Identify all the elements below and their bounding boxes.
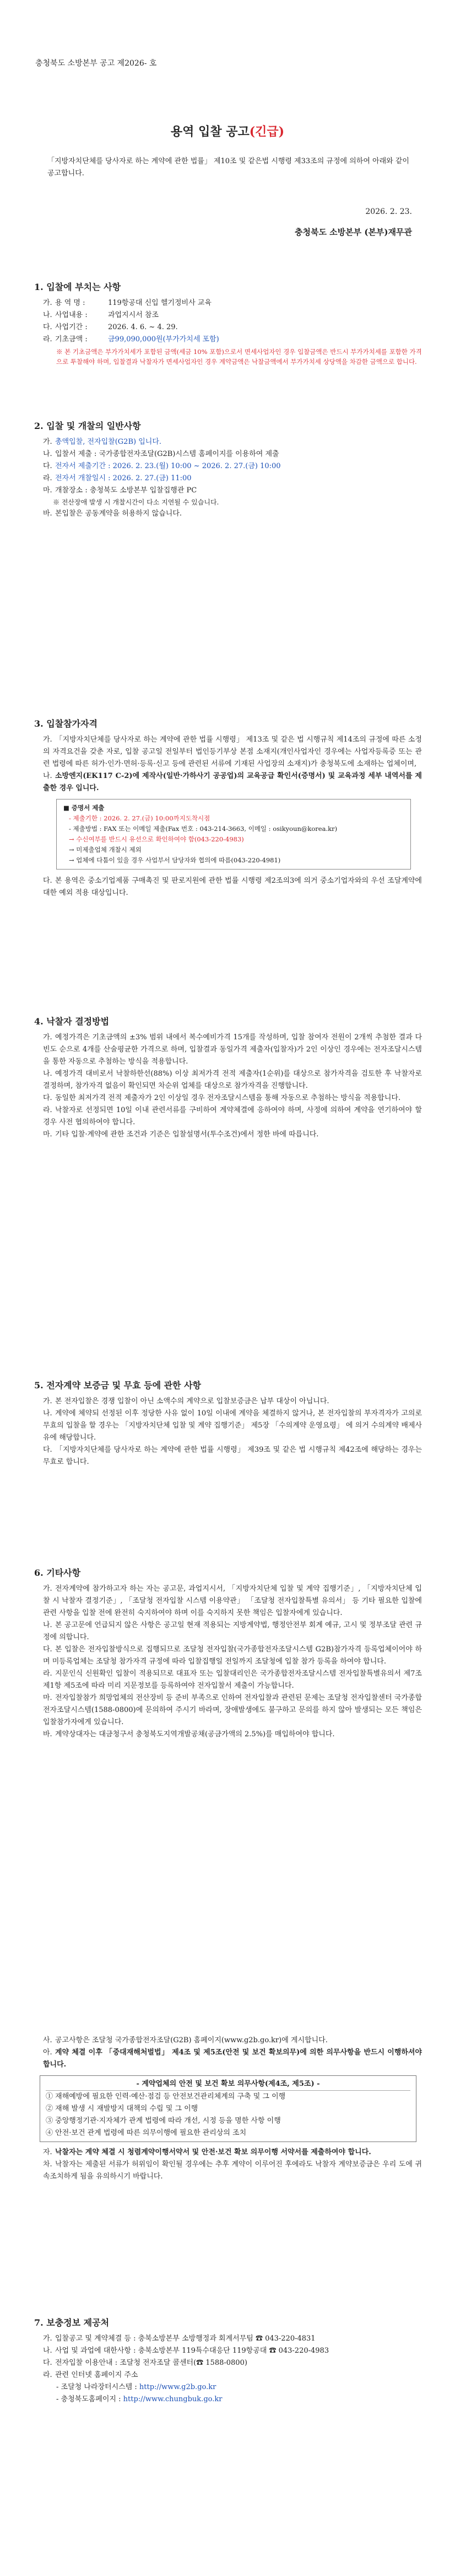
section-6-continued (34, 2035, 422, 2183)
section-3 (34, 717, 422, 899)
list-item: 나. 입찰서 제출 : 국가종합전자조달(G2B)시스템 홈페이지를 이용하여 제출 (43, 450, 279, 458)
section-6 (34, 1566, 422, 1741)
intro-text: 「지방자치단체를 당사자로 하는 계약에 관한 법률」 제10조 및 같은법 시행령 제33조의 규정에 의하여 아래와 같이 공고합니다. (47, 157, 409, 178)
list-item: 바. 본입찰은 공동계약을 허용하지 않습니다. (43, 509, 182, 518)
notice-date: 2026. 2. 23. (365, 207, 412, 216)
section-5 (34, 1378, 422, 1468)
safety-obligations-box: - 계약업체의 안전 및 보건 확보 의무사항(제4조, 제5조) - ① 재해예방에 필요한 인력·예산·점검 등 안전보건관리체계의 구축 및 그 이행 ② 재해 발생 시 재발방지 대책의 수립 및 그 이행 ③ 중앙행정기관·지자체가 관계 법령에 따라 개선, 시정 등을 명한 사항 이행 ④ 안전·보건 관계 법령에 따른 의무이행에 필요한 관리상의 조치 (40, 2075, 416, 2142)
list-item: 가. 총액입찰, 전자입찰(G2B) 입니다. (43, 438, 162, 446)
list-item: 나. 소방엔지(EK117 C-2)에 제작사(일반·가하사기 공공업)의 교육공급 확인서(증명서) 및 교육과정 세부 내역서를 제출한 경우 입니다. (43, 772, 422, 792)
title-urgent: (긴급) (249, 125, 285, 139)
list-item: 바. 계약상대자는 대금청구서 충청북도지역개발공채(공금가액의 2.5%)를 매입하여야 합니다. (43, 1730, 335, 1738)
list-item: 마. 전자입찰참가 희망업체의 전산장비 등 준비 부족으로 인하여 전자입찰과 관련된 문제는 조달청 전자입찰센터 국가종합전자조달시스템(1588-0800)에 문의하여 주시기 바라며, 장애발생에도 불구하고 문의를 하지 않아 발생되는 모든 책임은 입찰참가자에게 있습니다. (43, 1694, 422, 1726)
list-item: 마. 기타 입찰·계약에 관한 조건과 기준은 입찰설명서(투수조건)에서 정한 바에 따릅니다. (43, 1130, 319, 1139)
list-item: 다. 본 용역은 중소기업제품 구매촉진 및 판로지원에 관한 법률 시행령 제2조의3에 의거 중소기업자와의 우선 조달계약에 대한 예외 적용 대상입니다. (43, 877, 422, 897)
list-item: 나. 사업 및 과업에 대한사항 : 충북소방본부 119특수대응단 119항공대 ☎ 043-220-4983 (43, 2347, 329, 2355)
section-5-title: 5. 전자계약 보증금 및 무효 등에 관한 사항 (34, 1380, 201, 1391)
list-item: 라. 관련 인터넷 홈페이지 주소 (43, 2371, 138, 2379)
issuer: 충청북도 소방본부 (본부)재무관 (294, 227, 412, 237)
list-item: 라. 지문인식 신원확인 입찰이 적용되므로 대표자 또는 입찰대리인은 국가종합전자조달시스템 전자입찰특별유의서 제7조제1항 제5조에 따라 미리 지문정보를 등록하여야 전자입찰서 제출이 가능합니다. (43, 1670, 422, 1690)
list-item: 자. 낙찰자는 계약 체결 시 청렴계약이행서약서 및 안전·보건 확보 의무이행 서약서를 제출하여야 합니다. (43, 2148, 371, 2156)
list-item: 나. 본 공고문에 언급되지 않은 사항은 공고일 현재 적용되는 지방계약법, 행정안전부 회계 예규, 고시 및 정부조달 관련 규정에 의합니다. (43, 1621, 422, 1641)
list-item: ※ 전산장애 발생 시 개찰시간이 다소 지연될 수 있습니다. (53, 498, 219, 506)
section-2-title: 2. 입찰 및 개찰의 일반사항 (34, 421, 141, 431)
list-item: 차. 낙찰자는 제출된 서류가 허위임이 확인될 경우에는 추후 계약이 이루어진 후에라도 낙찰자 계약보증금은 우리 도에 귀속조치하게 됨을 유의하시기 바랍니다. (43, 2160, 422, 2181)
base-price-note: ※ 본 기초금액은 부가가치세가 포함된 금액(세금 10% 포함)으로서 면세사업자인 경우 입찰금액은 반드시 부가가치세를 포함한 가격으로 투찰해야 하며, 입찰결과 낙찰자가 면세사업자인 경우 계약금액은 낙찰금액에서 부가가치세 상당액을 차감한 금액으로 합니다. (56, 348, 422, 366)
section-1 (34, 280, 422, 370)
section-7 (34, 2316, 422, 2406)
doc-number: 충청북도 소방본부 공고 제2026- 호 (35, 59, 157, 68)
list-item: 가. 「지방자치단체를 당사자로 하는 계약에 관한 법률 시행령」 제13조 및 같은 법 시행규칙 제14조의 규정에 따른 소정의 자격요건을 갖춘 자로, 입찰 공고일 전일부터 법인등기부상 본점 소재지(개인사업자인 경우에는 사업자등록증 또는 관련 법령에 따른 허가·인가·면허·등록·신고 등에 관련된 서류에 기재된 사업장의 소재지)가 충청북도에 소재하는 업체이며, (43, 736, 422, 768)
section-4 (34, 1015, 422, 1141)
section-1-title: 1. 입찰에 부치는 사항 (34, 282, 121, 292)
g2b-link[interactable]: http://www.g2b.go.kr (139, 2383, 216, 2391)
list-item: 가. 예정가격은 기초금액의 ±3% 범위 내에서 복수예비가격 15개를 작성하며, 입찰 참여자 전원이 2개씩 추첨한 결과 다빈도 순으로 4개를 산술평균한 가격으로 하며, 입찰결과 동일가격 제출자(입찰자)가 2인 이상인 경우에는 전자조달시스템을 통한 자동으로 추첨하는 방식을 적용합니다. (43, 1033, 422, 1066)
list-item: 사. 공고사항은 조달청 국가종합전자조달(G2B) 홈페이지(www.g2b.go.kr)에 게시합니다. (43, 2036, 328, 2044)
list-item: 가. 용 역 명 : 119항공대 신입 헬기정비사 교육 (43, 299, 212, 307)
list-item: 가. 본 전자입찰은 경쟁 입찰이 아닌 소액수의 계약으로 입찰보증금은 납부 대상이 아닙니다. (43, 1397, 329, 1405)
list-item: 다. 사업기간 : 2026. 4. 6. ~ 4. 29. (43, 323, 178, 331)
page-title (0, 122, 455, 139)
list-item: 라. 낙찰자로 선정되면 10일 이내 관련서류를 구비하여 계약체결에 응하여야 하며, 사정에 의하여 계약을 연기하여야 할 경우 사전 협의하여야 합니다. (43, 1106, 422, 1126)
section-4-title: 4. 낙찰자 결정방법 (34, 1016, 110, 1027)
list-item: 가. 입찰공고 및 계약체결 등 : 충북소방본부 소방행정과 회계서무팀 ☎ 043-220-4831 (43, 2334, 316, 2343)
list-item: 라. 기초금액 : 금99,090,000원(부가가치세 포함) (43, 335, 219, 344)
list-item: 나. 예정가격 대비로서 낙찰하한선(88%) 이상 최저가격 전적 제출자(1순위)를 대상으로 참가자격을 검토한 후 낙찰자로 결정하며, 참가자격 없음이 확인되면 차순위 업체를 대상으로 참가자격을 진행합니다. (43, 1070, 422, 1090)
list-item: 다. 전자입찰 이용안내 : 조달청 전자조달 콜센터(☎ 1588-0800) (43, 2359, 247, 2367)
list-item: 다. 「지방자치단체를 당사자로 하는 계약에 관한 법률 시행령」 제39조 및 같은 법 시행규칙 제42조에 해당하는 경우는 무효로 합니다. (43, 1446, 422, 1466)
section-6-title: 6. 기타사항 (34, 1568, 81, 1578)
chungbuk-link[interactable]: http://www.chungbuk.go.kr (123, 2395, 223, 2403)
section-2 (34, 419, 422, 520)
section-3-title: 3. 입찰참가자격 (34, 718, 98, 729)
list-item: 라. 전자서 개찰일시 : 2026. 2. 27.(금) 11:00 (43, 474, 192, 482)
list-item: 아. 계약 체결 이후 「중대재해처벌법」 제4조 및 제5조(안전 및 보건 확보의무)에 의한 의무사항을 반드시 이행하셔야 합니다. (43, 2048, 422, 2069)
list-item: 다. 전자서 제출기간 : 2026. 2. 23.(월) 10:00 ~ 2026. 2. 27.(금) 10:00 (43, 462, 281, 470)
link-row: - 충청북도홈페이지 : http://www.chungbuk.go.kr (56, 2395, 223, 2403)
title-main: 용역 입찰 공고 (170, 125, 250, 139)
certificate-box: ■ 증명서 제출 - 제출기한 : 2026. 2. 27.(금) 10:00까지도착시점 - 제출방법 : FAX 또는 이메일 제출(Fax 번호 : 043-214-3663, 이메일 : osikyoun@korea.kr) → 수신여부를 반드시 유선으로 확인하여야 함(043-220-4983) → 미제출업체 개찰시 제외 → 업체에 다툼이 있을 경우 사업부서 담당자와 협의에 따름(043-220-4981) (56, 799, 411, 870)
list-item: 나. 사업내용 : 과업지시서 참조 (43, 311, 159, 319)
list-item: 다. 본 입찰은 전자입찰방식으로 집행되므로 조달청 전자입찰(국가종합전자조달시스템 G2B)참가자격 등록업체이어야 하며 미등록업체는 조달청 참가자격 규정에 따라 입찰집행일 전일까지 조달청에 입찰 참가 등록을 하여야 합니다. (43, 1645, 422, 1666)
list-item: 가. 전자계약에 참가하고자 하는 자는 공고문, 과업지시서, 「지방자치단체 입찰 및 계약 집행기준」, 「지방자치단체 입찰 시 낙찰자 결정기준」, 「조달청 전자입찰 시스템 이용약관」 「조달청 전자입찰특별 유의서」 등 기타 필요한 입찰에 관련 사항을 입찰 전에 완전히 숙지하여야 하며 이를 숙지하지 못한 책임은 입찰자에게 있습니다. (43, 1585, 422, 1617)
list-item: 나. 계약에 체약되 선정된 이후 정당한 사유 없이 10일 이내에 계약을 체결하지 않거나, 본 전자입찰의 부자격자가 고의로 무효의 입찰을 할 경우는 「지방자치단체 입찰 및 계약 집행기준」 제5장 「수의계약 운영요령」 에 의거 수의계약 배제사유에 해당합니다. (43, 1409, 422, 1442)
section-7-title: 7. 보충정보 제공처 (34, 2317, 110, 2328)
list-item: 다. 동일한 최저가격 전적 제출자가 2인 이상일 경우 전자조달시스템을 통해 자동으로 추첨하는 방식을 적용합니다. (43, 1094, 401, 1102)
link-row: - 조달청 나라장터시스템 : http://www.g2b.go.kr (56, 2383, 216, 2391)
list-item: 마. 개찰장소 : 충청북도 소방본부 입찰집행관 PC (43, 486, 197, 495)
